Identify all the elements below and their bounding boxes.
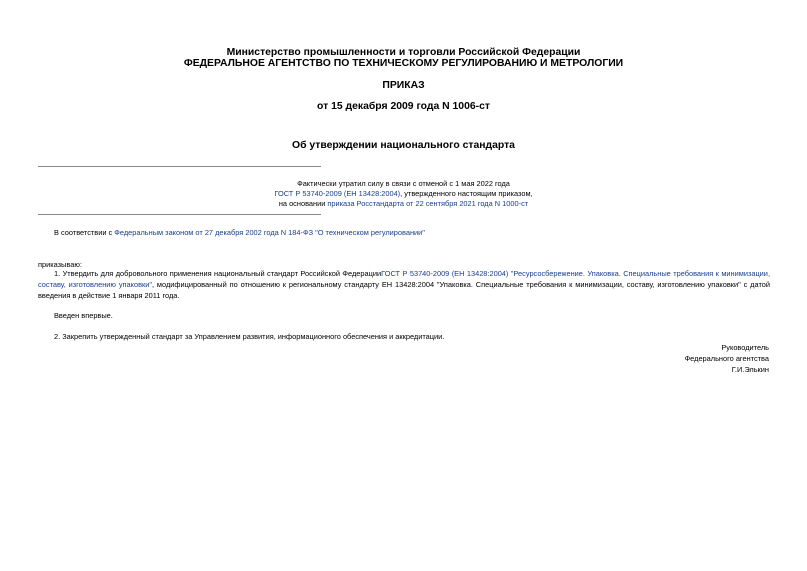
first-time-note: Введен впервые. [54, 311, 113, 320]
preamble [38, 227, 770, 238]
status-note-line3 [0, 199, 807, 208]
rosstandart-order-link[interactable]: приказа Росстандарта от 22 сентября 2021 года N 1000-ст [327, 199, 529, 208]
item1-text-after: , модифицированный по отношению к региональному стандарту ЕН 13428:2004 "Упаковка. Специальные требования к минимизации, составу, изготовлению упаковки" с датой введения в действие 1 января 2011 года. [38, 280, 770, 300]
order-item-1 [38, 268, 770, 301]
federal-law-link[interactable]: Федеральным законом от 27 декабря 2002 года N 184-ФЗ "О техническом регулировании" [114, 228, 425, 237]
order-word: приказываю: [38, 260, 82, 269]
gost-standard-link[interactable]: ГОСТ Р 53740-2009 (ЕН 13428:2004) "Ресурсосбережение. Упаковка. Специальные требования к минимизации, составу, изготовлению упаковки" [38, 269, 770, 289]
status-note-line1: Фактически утратил силу в связи с отменой с 1 мая 2022 года [297, 179, 510, 188]
item1-text-before: 1. Утвердить для добровольного применения национальный стандарт Российской Федерации [54, 269, 382, 278]
status-note-line3-text: на основании [278, 199, 328, 208]
agency-name: ФЕДЕРАЛЬНОЕ АГЕНТСТВО ПО ТЕХНИЧЕСКОМУ РЕГУЛИРОВАНИЮ И МЕТРОЛОГИИ [183, 58, 624, 69]
divider-top [38, 166, 321, 167]
status-note-line2 [0, 189, 807, 198]
ministry-name: Министерство промышленности и торговли Российской Федерации [226, 47, 581, 58]
order-item-2: 2. Закрепить утвержденный стандарт за Управлением развития, информационного обеспечения и аккредитации. [54, 332, 445, 341]
divider-bottom [38, 214, 321, 215]
signature-org: Федерального агентства [684, 354, 769, 363]
signature-position: Руководитель [721, 343, 769, 352]
gost-link[interactable]: ГОСТ Р 53740-2009 (ЕН 13428:2004) [274, 189, 401, 198]
preamble-text: В соответствии с [54, 228, 115, 237]
doc-type: ПРИКАЗ [382, 80, 425, 91]
signature-name: Г.И.Элькин [731, 365, 769, 374]
doc-title: Об утверждении национального стандарта [292, 140, 515, 151]
doc-date: от 15 декабря 2009 года N 1006-ст [317, 101, 490, 112]
status-note-line2-text: , утвержденного настоящим приказом, [400, 189, 533, 198]
